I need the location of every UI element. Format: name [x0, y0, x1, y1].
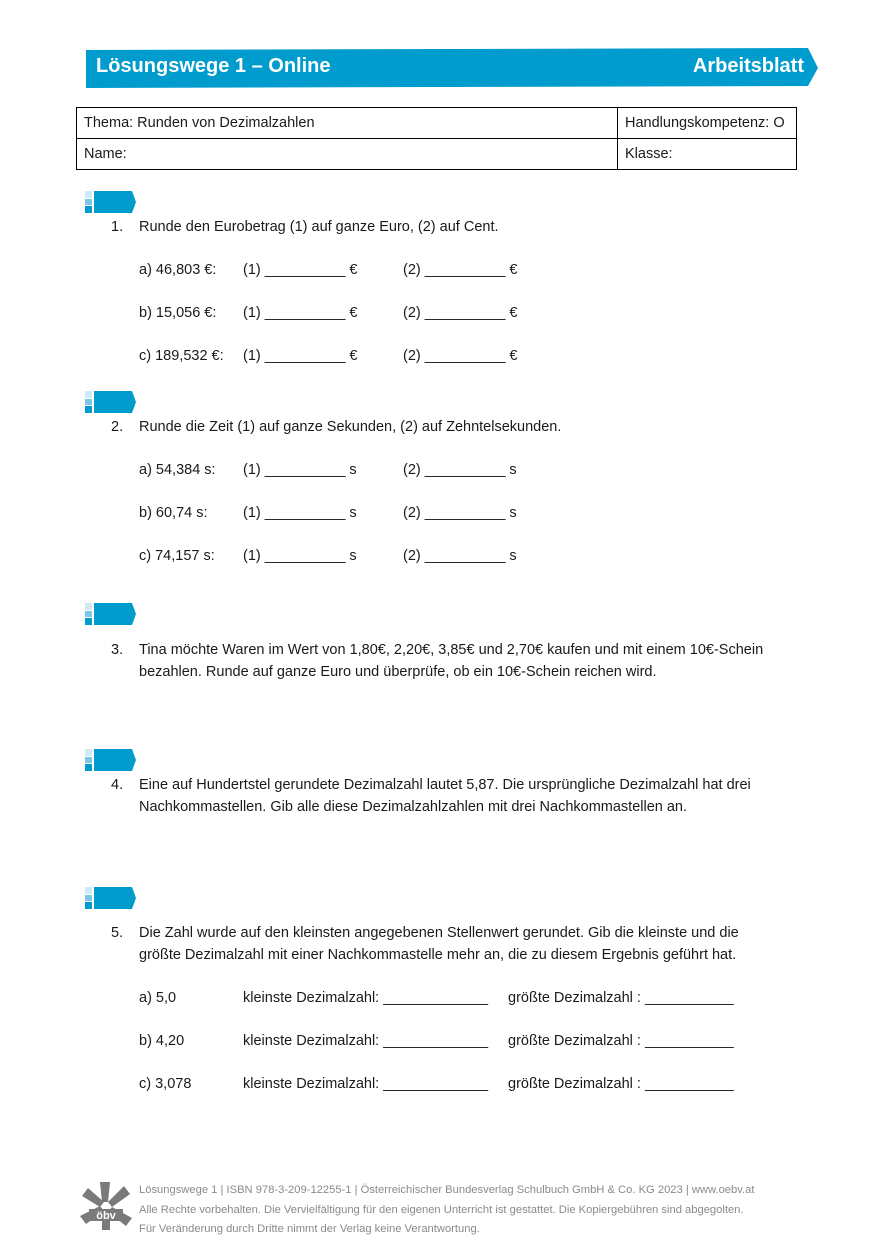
task-5-text: [139, 922, 799, 966]
footer-legal: [139, 1181, 754, 1240]
task-5b-min-answer[interactable]: kleinste Dezimalzahl: _____________: [243, 1033, 489, 1049]
task-marker-icon: [85, 191, 137, 213]
footer-line-3: Für Veränderung durch Dritte nimmt der Verlag keine Verantwortung.: [139, 1223, 480, 1235]
task-marker-icon: [85, 391, 137, 413]
task-2b-answer-2[interactable]: (2) __________ s: [403, 505, 517, 521]
task-2a-answer-2[interactable]: (2) __________ s: [403, 462, 517, 478]
worksheet-type: Arbeitsblatt: [692, 55, 804, 77]
task-5-line-1: Die Zahl wurde auf den kleinsten angegebenen Stellenwert gerundet. Gib die kleinste und die: [139, 925, 739, 941]
task-5-line-2: größte Dezimalzahl mit einer Nachkommastelle mehr an, die zu diesem Ergebnis geführt hat.: [139, 947, 737, 963]
info-table: [76, 107, 797, 170]
worksheet-title: Lösungswege 1 – Online: [96, 55, 331, 77]
task-3-line-1: Tina möchte Waren im Wert von 1,80€, 2,20€, 3,85€ und 2,70€ kaufen und mit einem 10€-Schein: [139, 642, 764, 658]
task-5b-label: b) 4,20: [139, 1033, 185, 1049]
task-2b-answer-1[interactable]: (1) __________ s: [243, 505, 357, 521]
task-4-line-1: Eine auf Hundertstel gerundete Dezimalzahl lautet 5,87. Die ursprüngliche Dezimalzahl hat drei: [139, 777, 751, 793]
task-2a-answer-1[interactable]: (1) __________ s: [243, 462, 357, 478]
task-1b-answer-1[interactable]: (1) __________ €: [243, 305, 358, 321]
oebv-logo-icon: [80, 1180, 132, 1232]
task-5c-label: c) 3,078: [139, 1076, 192, 1092]
task-1b-answer-2[interactable]: (2) __________ €: [403, 305, 518, 321]
competence-cell: Handlungskompetenz: O: [618, 108, 797, 139]
task-2c-answer-2[interactable]: (2) __________ s: [403, 548, 517, 564]
task-4-line-2: Nachkommastellen. Gib alle diese Dezimalzahlzahlen mit drei Nachkommastellen an.: [139, 799, 688, 815]
task-marker-icon: [85, 887, 137, 909]
task-1a-label: a) 46,803 €:: [139, 262, 217, 278]
task-5a-min-answer[interactable]: kleinste Dezimalzahl: _____________: [243, 990, 489, 1006]
task-5a-label: a) 5,0: [139, 990, 177, 1006]
task-2c-label: c) 74,157 s:: [139, 548, 215, 564]
header-banner: [86, 48, 818, 88]
task-2a-label: a) 54,384 s:: [139, 462, 216, 478]
task-1b-label: b) 15,056 €:: [139, 305, 217, 321]
task-1c-label: c) 189,532 €:: [139, 348, 224, 364]
task-3-number: 3.: [111, 642, 124, 658]
task-marker-icon: [85, 603, 137, 625]
task-2-number: 2.: [111, 419, 124, 435]
task-1c-answer-1[interactable]: (1) __________ €: [243, 348, 358, 364]
task-marker-icon: [85, 749, 137, 771]
logo-text: öbv: [96, 1210, 116, 1222]
footer-line-1: Lösungswege 1 | ISBN 978-3-209-12255-1 | Österreichischer Bundesverlag Schulbuch GmbH & Co. KG 2023 | www.oebv.at: [139, 1184, 755, 1196]
task-1-text: Runde den Eurobetrag (1) auf ganze Euro, (2) auf Cent.: [139, 219, 499, 235]
task-1c-answer-2[interactable]: (2) __________ €: [403, 348, 518, 364]
task-2c-answer-1[interactable]: (1) __________ s: [243, 548, 357, 564]
task-3-line-2: bezahlen. Runde auf ganze Euro und überprüfe, ob ein 10€-Schein reichen wird.: [139, 664, 657, 680]
task-3-text: [139, 639, 799, 683]
task-5c-max-answer[interactable]: größte Dezimalzahl : ___________: [508, 1076, 734, 1092]
task-2b-label: b) 60,74 s:: [139, 505, 208, 521]
task-5a-max-answer[interactable]: größte Dezimalzahl : ___________: [508, 990, 734, 1006]
task-4-number: 4.: [111, 777, 124, 793]
class-cell[interactable]: Klasse:: [618, 139, 797, 170]
task-5c-min-answer[interactable]: kleinste Dezimalzahl: _____________: [243, 1076, 489, 1092]
task-2-text: Runde die Zeit (1) auf ganze Sekunden, (2) auf Zehntelsekunden.: [139, 419, 562, 435]
topic-cell: Thema: Runden von Dezimalzahlen: [77, 108, 618, 139]
name-cell[interactable]: Name:: [77, 139, 618, 170]
task-5-number: 5.: [111, 925, 124, 941]
task-5b-max-answer[interactable]: größte Dezimalzahl : ___________: [508, 1033, 734, 1049]
footer-line-2: Alle Rechte vorbehalten. Die Vervielfältigung für den eigenen Unterricht ist gestattet. Die Kopiergebühren sind abgegolten.: [139, 1203, 744, 1216]
task-1a-answer-1[interactable]: (1) __________ €: [243, 262, 358, 278]
task-4-text: [139, 774, 799, 818]
task-1a-answer-2[interactable]: (2) __________ €: [403, 262, 518, 278]
task-1-number: 1.: [111, 219, 124, 235]
